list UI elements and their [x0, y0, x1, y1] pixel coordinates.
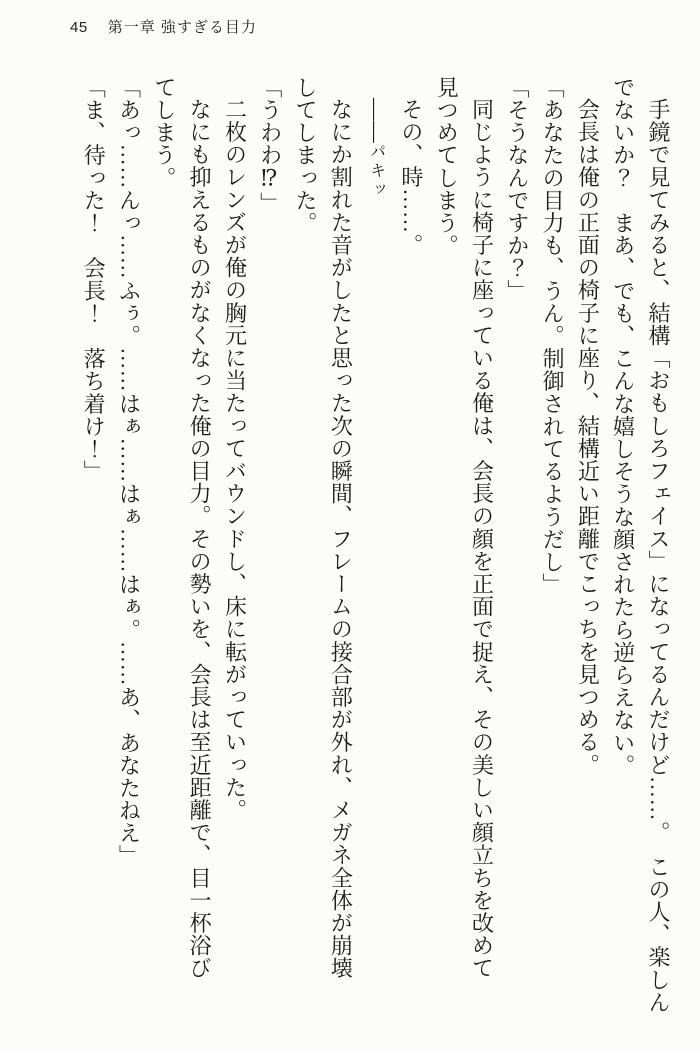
text-line: 見つめてしまう。 — [434, 76, 460, 257]
text-line: 同じように椅子に座っている俺は、会長の顔を正面で捉え、その美しい顔立ちを改めて — [469, 98, 495, 980]
text-line: 「あっ……んっ……ふぅ。……はぁ……はぁ……はぁ。……あ、あなたねえ」 — [116, 76, 142, 867]
text-line: でないか？ まあ、でも、こんな嬉しそうな顔されたら逆らえない。 — [610, 76, 636, 777]
text-line: 「うわわ⁉」 — [257, 76, 283, 215]
page-header — [70, 16, 257, 37]
text-line: ――パキッ — [363, 98, 389, 200]
vertical-text-body — [76, 76, 676, 1044]
text-line: その、時……。 — [398, 98, 424, 257]
text-line: なにも抑えるものがなくなった俺の目力。その勢いを、会長は至近距離で、目一杯浴び — [187, 98, 213, 980]
page-number: 45 — [70, 19, 88, 36]
text-line: 二枚のレンズが俺の胸元に当たってバウンドし、床に転がっていった。 — [222, 98, 248, 822]
text-line: 会長は俺の正面の椅子に座り、結構近い距離でこっちを見つめる。 — [575, 98, 601, 776]
chapter-title: 第一章 強すぎる目力 — [107, 19, 257, 36]
text-line: 「そうなんですか？」 — [504, 76, 530, 302]
text-line: してしまった。 — [293, 76, 319, 235]
text-line: なにか割れた音がしたと思った次の瞬間、フレームの接合部が外れ、メガネ全体が崩壊 — [328, 98, 354, 980]
text-line: てしまう。 — [151, 76, 177, 189]
text-line: 「あなたの目力も、うん。制御されてるようだし」 — [540, 76, 566, 596]
text-line: 「ま、待った！ 会長！ 落ち着け！」 — [81, 76, 107, 483]
sound-effect-text: パキッ — [367, 143, 385, 200]
text-line: 手鏡で見てみると、結構「おもしろフェイス」になってるんだけど……。 この人、楽しん — [646, 98, 671, 1014]
